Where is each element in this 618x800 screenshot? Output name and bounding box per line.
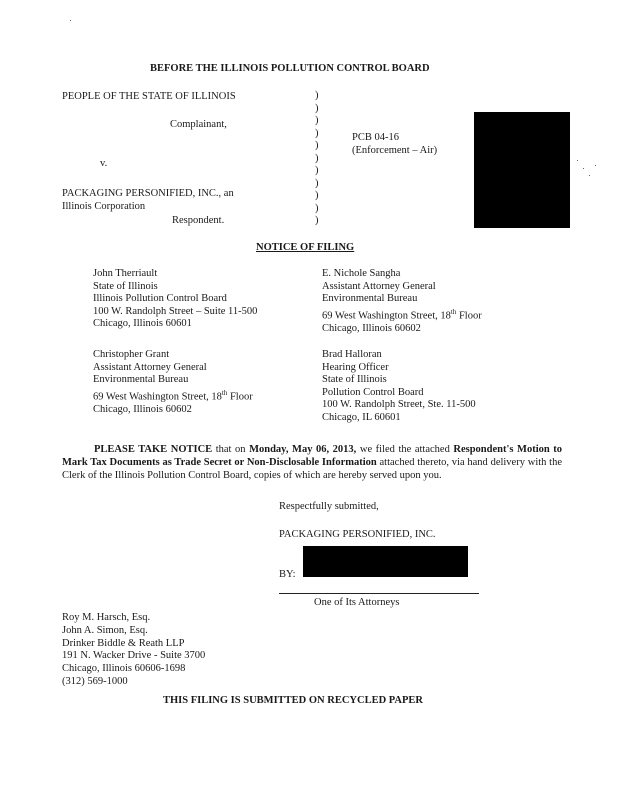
- case-number: PCB 04-16: [352, 132, 399, 143]
- closing-phrase: Respectfully submitted,: [279, 501, 379, 512]
- recipient-address: John Therriault State of Illinois Illinois Pollution Control Board 100 W. Randolph Street – Suite 11-500 Chicago, Illinois 60601: [93, 268, 258, 330]
- recipient-address: Christopher Grant Assistant Attorney General Environmental Bureau 69 West Washington Street, 18th Floor Chicago, Illinois 60602: [93, 349, 253, 415]
- recycled-paper-footer: THIS FILING IS SUBMITTED ON RECYCLED PAPER: [163, 695, 424, 706]
- page-heading: BEFORE THE ILLINOIS POLLUTION CONTROL BOARD: [150, 63, 430, 74]
- recipient-address: Brad Halloran Hearing Officer State of Illinois Pollution Control Board 100 W. Randolph Street, Ste. 11-500 Chicago, IL 60601: [322, 349, 476, 423]
- speck: [577, 160, 578, 161]
- defendant-description: Illinois Corporation: [62, 201, 146, 212]
- speck: [589, 175, 590, 176]
- speck: [595, 165, 596, 166]
- closing-company: PACKAGING PERSONIFIED, INC.: [279, 529, 436, 540]
- notice-body: PLEASE TAKE NOTICE that on Monday, May 06, 2013, we filed the attached Respondent's Motion to Mark Tax Documents as Trade Secret or Non-Disclosable Information attached thereto, via hand delivery with the Clerk of the Illinois Pollution Control Board, copies of which are hereby served upon you.: [62, 444, 563, 481]
- plaintiff-role: Complainant,: [170, 119, 227, 130]
- signature-redaction: [303, 546, 468, 577]
- defendant-role: Respondent.: [172, 215, 225, 226]
- by-label: BY:: [279, 569, 296, 580]
- signature-caption: One of Its Attorneys: [314, 597, 400, 608]
- recipient-address: E. Nichole Sangha Assistant Attorney General Environmental Bureau 69 West Washington Street, 18th Floor Chicago, Illinois 60602: [322, 268, 482, 334]
- speck: [583, 168, 584, 169]
- caption-bracket: ) ) ) ) ) ) ) ) ) ) ): [315, 90, 319, 226]
- notice-title: NOTICE OF FILING: [256, 242, 355, 253]
- redaction-block: [474, 112, 570, 228]
- defendant-name: PACKAGING PERSONIFIED, INC., an: [62, 188, 234, 199]
- counsel-block: Roy M. Harsch, Esq. John A. Simon, Esq. Drinker Biddle & Reath LLP 191 N. Wacker Drive - Suite 3700 Chicago, Illinois 60606-1698 (312) 569-1000: [62, 612, 206, 687]
- signature-line: [279, 593, 479, 594]
- versus-label: v.: [100, 158, 108, 169]
- plaintiff-name: PEOPLE OF THE STATE OF ILLINOIS: [62, 91, 236, 102]
- case-type: (Enforcement – Air): [352, 145, 438, 156]
- speck: [70, 20, 71, 21]
